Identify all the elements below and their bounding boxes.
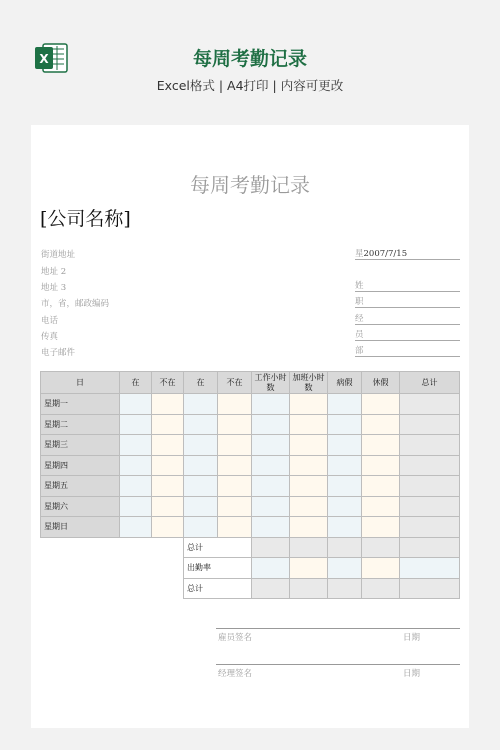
spacer-cell <box>41 578 120 599</box>
company-name: [公司名称] <box>40 208 131 230</box>
summary-cell[interactable] <box>252 537 290 558</box>
document-title: 每周考勤记录 <box>190 173 310 197</box>
week-field[interactable]: 星2007/7/15 <box>355 247 460 260</box>
input-cell[interactable] <box>252 394 290 415</box>
input-cell[interactable] <box>152 435 184 456</box>
summary-label: 总计 <box>184 578 252 599</box>
spacer-cell <box>152 537 184 558</box>
input-cell[interactable] <box>290 394 328 415</box>
input-cell[interactable] <box>152 414 184 435</box>
input-cell[interactable] <box>120 476 152 497</box>
employee-id-field[interactable]: 员 <box>355 328 460 341</box>
total-cell[interactable] <box>400 435 460 456</box>
input-cell[interactable] <box>252 476 290 497</box>
table-row <box>41 496 460 517</box>
column-header: 加班小时数 <box>290 372 328 394</box>
input-cell[interactable] <box>290 455 328 476</box>
input-cell[interactable] <box>362 435 400 456</box>
input-cell[interactable] <box>184 435 218 456</box>
column-header: 不在 <box>152 372 184 394</box>
employee-signature-label: 雇员签名 <box>218 633 253 643</box>
svg-text:X: X <box>39 52 49 66</box>
day-cell: 星期四 <box>41 455 120 476</box>
table-row <box>41 455 460 476</box>
input-cell[interactable] <box>362 517 400 538</box>
address-line: 地址 3 <box>41 283 67 293</box>
column-header: 总计 <box>400 372 460 394</box>
total-cell[interactable] <box>400 496 460 517</box>
summary-cell[interactable] <box>328 558 362 579</box>
summary-cell[interactable] <box>328 578 362 599</box>
input-cell[interactable] <box>184 476 218 497</box>
input-cell[interactable] <box>362 476 400 497</box>
input-cell[interactable] <box>290 496 328 517</box>
summary-row <box>41 578 460 599</box>
input-cell[interactable] <box>328 517 362 538</box>
table-row <box>41 517 460 538</box>
address-line: 电话 <box>41 316 59 326</box>
input-cell[interactable] <box>218 496 252 517</box>
page-subtitle: Excel格式 | A4打印 | 内容可更改 <box>156 78 344 93</box>
input-cell[interactable] <box>152 394 184 415</box>
input-cell[interactable] <box>184 517 218 538</box>
address-line: 传真 <box>41 332 59 342</box>
summary-label: 总计 <box>184 537 252 558</box>
total-cell[interactable] <box>400 476 460 497</box>
name-field[interactable]: 姓 <box>355 279 460 292</box>
column-header: 工作小时数 <box>252 372 290 394</box>
day-cell: 星期日 <box>41 517 120 538</box>
input-cell[interactable] <box>184 496 218 517</box>
date-label: 日期 <box>403 633 421 643</box>
input-cell[interactable] <box>328 455 362 476</box>
input-cell[interactable] <box>290 476 328 497</box>
summary-cell[interactable] <box>290 578 328 599</box>
input-cell[interactable] <box>218 414 252 435</box>
column-header: 日 <box>41 372 120 394</box>
day-cell: 星期五 <box>41 476 120 497</box>
document-page <box>31 125 469 728</box>
input-cell[interactable] <box>120 496 152 517</box>
spacer-cell <box>41 537 120 558</box>
spacer-cell <box>41 558 120 579</box>
total-cell[interactable] <box>400 517 460 538</box>
summary-row <box>41 537 460 558</box>
table-header-row <box>41 372 460 394</box>
input-cell[interactable] <box>152 517 184 538</box>
input-cell[interactable] <box>152 455 184 476</box>
input-cell[interactable] <box>328 435 362 456</box>
input-cell[interactable] <box>120 455 152 476</box>
input-cell[interactable] <box>328 496 362 517</box>
input-cell[interactable] <box>218 435 252 456</box>
summary-label: 出勤率 <box>184 558 252 579</box>
input-cell[interactable] <box>362 496 400 517</box>
spacer-cell <box>152 558 184 579</box>
date-label: 日期 <box>403 669 421 679</box>
input-cell[interactable] <box>328 414 362 435</box>
total-cell[interactable] <box>400 455 460 476</box>
summary-cell[interactable] <box>400 578 460 599</box>
input-cell[interactable] <box>218 476 252 497</box>
day-cell: 星期六 <box>41 496 120 517</box>
column-header: 在 <box>120 372 152 394</box>
total-cell[interactable] <box>400 394 460 415</box>
summary-cell[interactable] <box>290 537 328 558</box>
attendance-table <box>40 371 460 599</box>
input-cell[interactable] <box>218 394 252 415</box>
input-cell[interactable] <box>252 496 290 517</box>
summary-cell[interactable] <box>252 558 290 579</box>
input-cell[interactable] <box>120 517 152 538</box>
summary-cell[interactable] <box>400 558 460 579</box>
input-cell[interactable] <box>252 517 290 538</box>
signature-line <box>216 664 460 665</box>
address-line: 地址 2 <box>41 267 67 277</box>
summary-cell[interactable] <box>362 558 400 579</box>
input-cell[interactable] <box>252 414 290 435</box>
total-cell[interactable] <box>400 414 460 435</box>
department-field[interactable]: 部 <box>355 344 460 357</box>
summary-cell[interactable] <box>290 558 328 579</box>
title-field[interactable]: 职 <box>355 295 460 308</box>
summary-cell[interactable] <box>362 578 400 599</box>
input-cell[interactable] <box>184 414 218 435</box>
input-cell[interactable] <box>362 414 400 435</box>
input-cell[interactable] <box>120 435 152 456</box>
page-title: 每周考勤记录 <box>192 48 307 70</box>
column-header: 不在 <box>218 372 252 394</box>
table-row <box>41 435 460 456</box>
input-cell[interactable] <box>218 455 252 476</box>
column-header: 在 <box>184 372 218 394</box>
table-row <box>41 476 460 497</box>
input-cell[interactable] <box>252 455 290 476</box>
summary-cell[interactable] <box>362 537 400 558</box>
input-cell[interactable] <box>120 414 152 435</box>
input-cell[interactable] <box>290 414 328 435</box>
address-line: 街道地址 <box>41 250 76 260</box>
day-cell: 星期二 <box>41 414 120 435</box>
manager-signature-label: 经理签名 <box>218 669 253 679</box>
summary-cell[interactable] <box>252 578 290 599</box>
table-row <box>41 414 460 435</box>
summary-cell[interactable] <box>400 537 460 558</box>
spacer-cell <box>152 578 184 599</box>
summary-row <box>41 558 460 579</box>
input-cell[interactable] <box>362 394 400 415</box>
input-cell[interactable] <box>290 517 328 538</box>
input-cell[interactable] <box>184 455 218 476</box>
summary-cell[interactable] <box>328 537 362 558</box>
table-row <box>41 394 460 415</box>
input-cell[interactable] <box>252 435 290 456</box>
spacer-cell <box>120 558 152 579</box>
input-cell[interactable] <box>218 517 252 538</box>
signature-line <box>216 628 460 629</box>
input-cell[interactable] <box>362 455 400 476</box>
spacer-cell <box>120 537 152 558</box>
day-cell: 星期三 <box>41 435 120 456</box>
address-line: 市，省，邮政编码 <box>41 299 110 309</box>
column-header: 休假 <box>362 372 400 394</box>
input-cell[interactable] <box>152 496 184 517</box>
input-cell[interactable] <box>152 476 184 497</box>
input-cell[interactable] <box>184 394 218 415</box>
address-line: 电子邮件 <box>41 348 76 358</box>
input-cell[interactable] <box>290 435 328 456</box>
spacer-cell <box>120 578 152 599</box>
day-cell: 星期一 <box>41 394 120 415</box>
column-header: 病假 <box>328 372 362 394</box>
input-cell[interactable] <box>328 476 362 497</box>
manager-field[interactable]: 经 <box>355 312 460 325</box>
input-cell[interactable] <box>120 394 152 415</box>
input-cell[interactable] <box>328 394 362 415</box>
